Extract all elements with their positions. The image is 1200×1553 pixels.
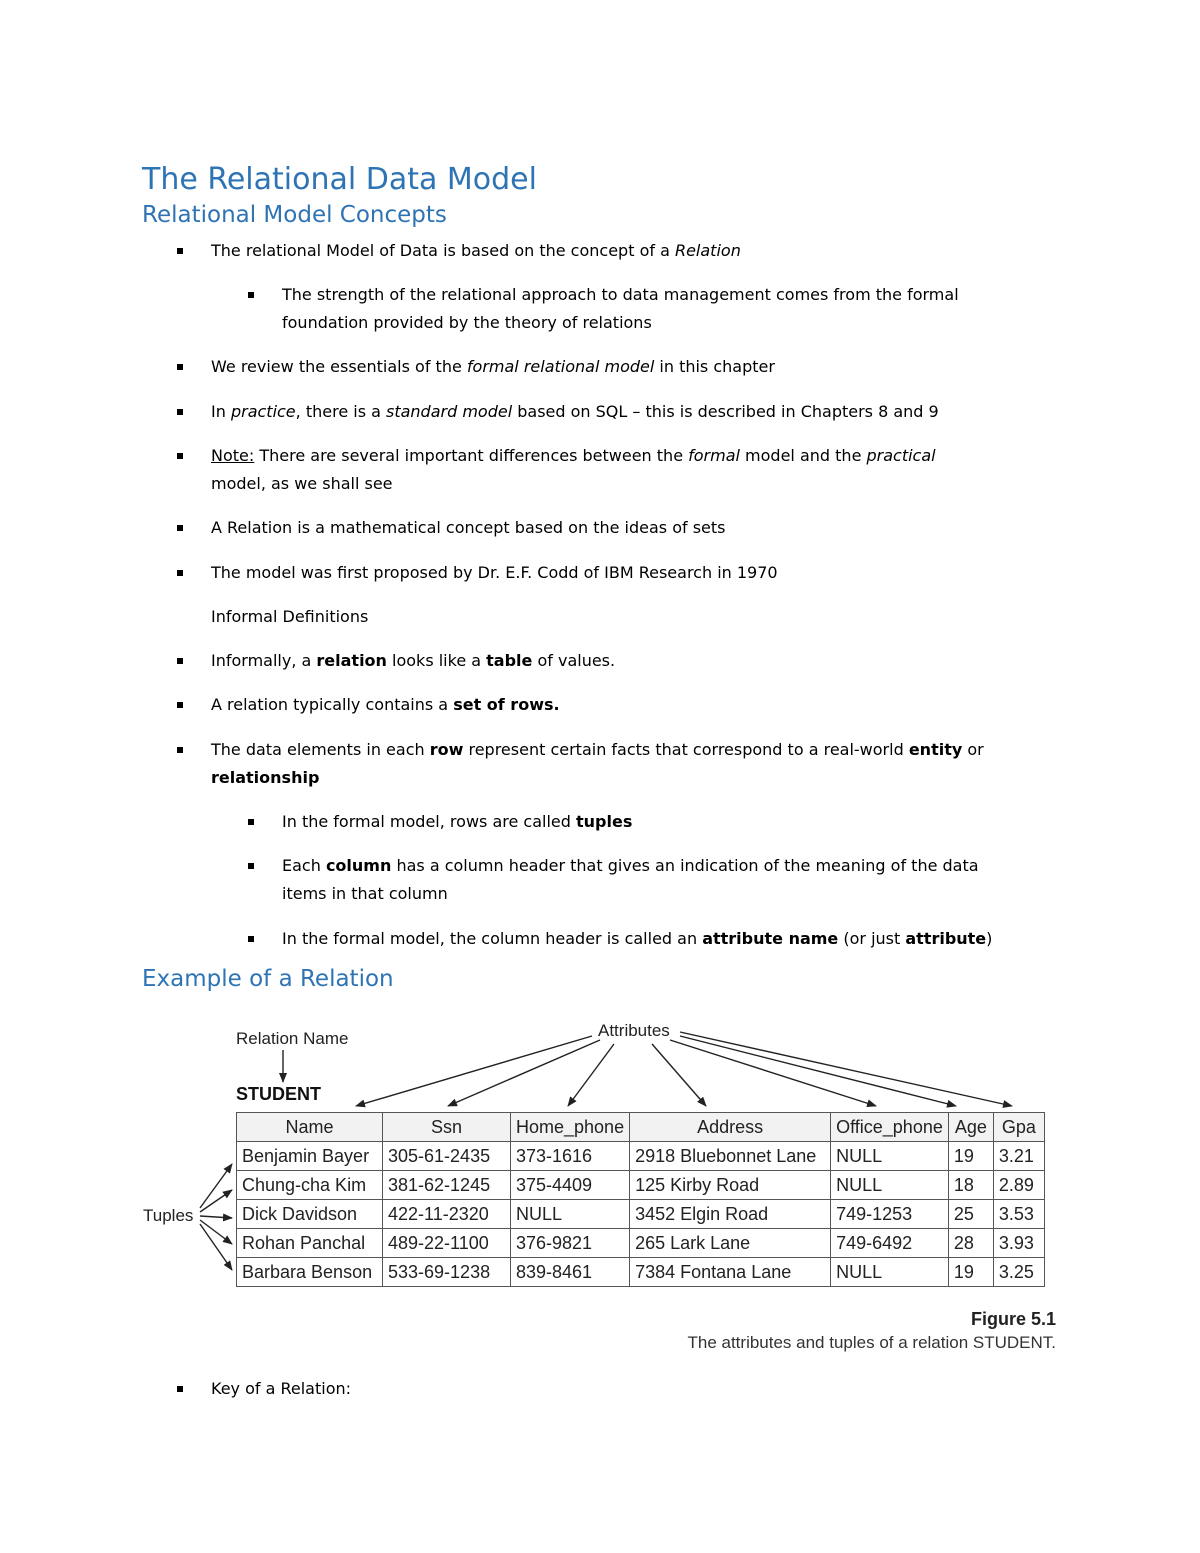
bullet-codd: The model was first proposed by Dr. E.F. Codd of IBM Research in 1970 (211, 563, 778, 582)
cell: 839-8461 (511, 1258, 630, 1287)
cell: 376-9821 (511, 1229, 630, 1258)
bullet-review: We review the essentials of the formal relational model in this chapter (211, 357, 775, 376)
attributes-label: Attributes (598, 1021, 670, 1040)
bullet-practice: In practice, there is a standard model based on SQL – this is described in Chapters 8 and 9 (211, 402, 939, 421)
cell: NULL (511, 1200, 630, 1229)
attr-arrow-gpa (680, 1032, 1012, 1106)
table-row (237, 1258, 1045, 1287)
cell: 305-61-2435 (383, 1142, 511, 1171)
attr-arrow-office (670, 1040, 876, 1106)
table-row (237, 1142, 1045, 1171)
table-header-row (237, 1113, 1045, 1142)
cell: Chung-cha Kim (237, 1171, 383, 1200)
page-title: The Relational Data Model (142, 162, 537, 197)
attr-arrow-address (652, 1044, 706, 1106)
cell: 422-11-2320 (383, 1200, 511, 1229)
cell: 18 (948, 1171, 993, 1200)
section-heading-example: Example of a Relation (142, 966, 394, 992)
cell: 25 (948, 1200, 993, 1229)
table-row (237, 1229, 1045, 1258)
cell: 533-69-1238 (383, 1258, 511, 1287)
header-name: Name (237, 1113, 383, 1142)
cell: NULL (831, 1171, 949, 1200)
cell: 3.21 (993, 1142, 1044, 1171)
cell: 125 Kirby Road (630, 1171, 831, 1200)
bullet-relation-concept: The relational Model of Data is based on the concept of a Relation (211, 241, 741, 260)
bullet-informally: Informally, a relation looks like a table of values. (211, 651, 616, 670)
relation-name-label: Relation Name (236, 1029, 349, 1048)
cell: 375-4409 (511, 1171, 630, 1200)
bullet-column-header: Each column has a column header that gives an indication of the meaning of the data items in that column (282, 856, 979, 903)
cell: 373-1616 (511, 1142, 630, 1171)
bullet-strength: The strength of the relational approach to data management comes from the formal foundation provided by the theory of relations (282, 285, 959, 332)
bullet-tuples: In the formal model, rows are called tuples (282, 812, 633, 831)
cell: 749-1253 (831, 1200, 949, 1229)
header-address: Address (630, 1113, 831, 1142)
cell: 381-62-1245 (383, 1171, 511, 1200)
bullet-note: Note: There are several important differences between the formal model and the practical model, as we shall see (211, 446, 936, 493)
figure-caption-text: The attributes and tuples of a relation STUDENT. (687, 1333, 1056, 1352)
cell: 749-6492 (831, 1229, 949, 1258)
attr-arrow-ssn (448, 1040, 600, 1106)
tuples-label: Tuples (143, 1206, 194, 1225)
header-home-phone: Home_phone (511, 1113, 630, 1142)
tuple-arrow-3 (200, 1216, 232, 1218)
relation-title: STUDENT (236, 1084, 321, 1104)
informal-definitions-label: Informal Definitions (211, 607, 369, 626)
cell: Dick Davidson (237, 1200, 383, 1229)
bullet-attribute-name: In the formal model, the column header is called an attribute name (or just attribute) (282, 929, 993, 948)
attr-arrow-name (356, 1036, 592, 1106)
cell: Rohan Panchal (237, 1229, 383, 1258)
attr-arrow-home (568, 1044, 614, 1106)
cell: 3.53 (993, 1200, 1044, 1229)
attr-arrow-age (680, 1036, 956, 1106)
cell: 19 (948, 1258, 993, 1287)
bullet-sets: A Relation is a mathematical concept based on the ideas of sets (211, 518, 726, 537)
figure-caption-title: Figure 5.1 (970, 1309, 1056, 1329)
bullet-key-of-relation: Key of a Relation: (211, 1379, 352, 1398)
cell: Barbara Benson (237, 1258, 383, 1287)
cell: 19 (948, 1142, 993, 1171)
bullet-marker (177, 1386, 183, 1392)
cell: 3.25 (993, 1258, 1044, 1287)
cell: Benjamin Bayer (237, 1142, 383, 1171)
header-office-phone: Office_phone (831, 1113, 949, 1142)
student-table (236, 1112, 1045, 1287)
bullet-set-of-rows: A relation typically contains a set of rows. (211, 695, 560, 714)
table-row (237, 1200, 1045, 1229)
cell: 3.93 (993, 1229, 1044, 1258)
table-row (237, 1171, 1045, 1200)
header-gpa: Gpa (993, 1113, 1044, 1142)
cell: 489-22-1100 (383, 1229, 511, 1258)
section-heading-concepts: Relational Model Concepts (142, 202, 447, 228)
bullet-data-elements: The data elements in each row represent certain facts that correspond to a real-world entity or relationship (211, 740, 984, 787)
cell: NULL (831, 1258, 949, 1287)
cell: 28 (948, 1229, 993, 1258)
header-ssn: Ssn (383, 1113, 511, 1142)
cell: 2918 Bluebonnet Lane (630, 1142, 831, 1171)
tuple-arrow-5 (200, 1224, 232, 1270)
header-age: Age (948, 1113, 993, 1142)
cell: 7384 Fontana Lane (630, 1258, 831, 1287)
cell: 265 Lark Lane (630, 1229, 831, 1258)
cell: 2.89 (993, 1171, 1044, 1200)
cell: NULL (831, 1142, 949, 1171)
cell: 3452 Elgin Road (630, 1200, 831, 1229)
